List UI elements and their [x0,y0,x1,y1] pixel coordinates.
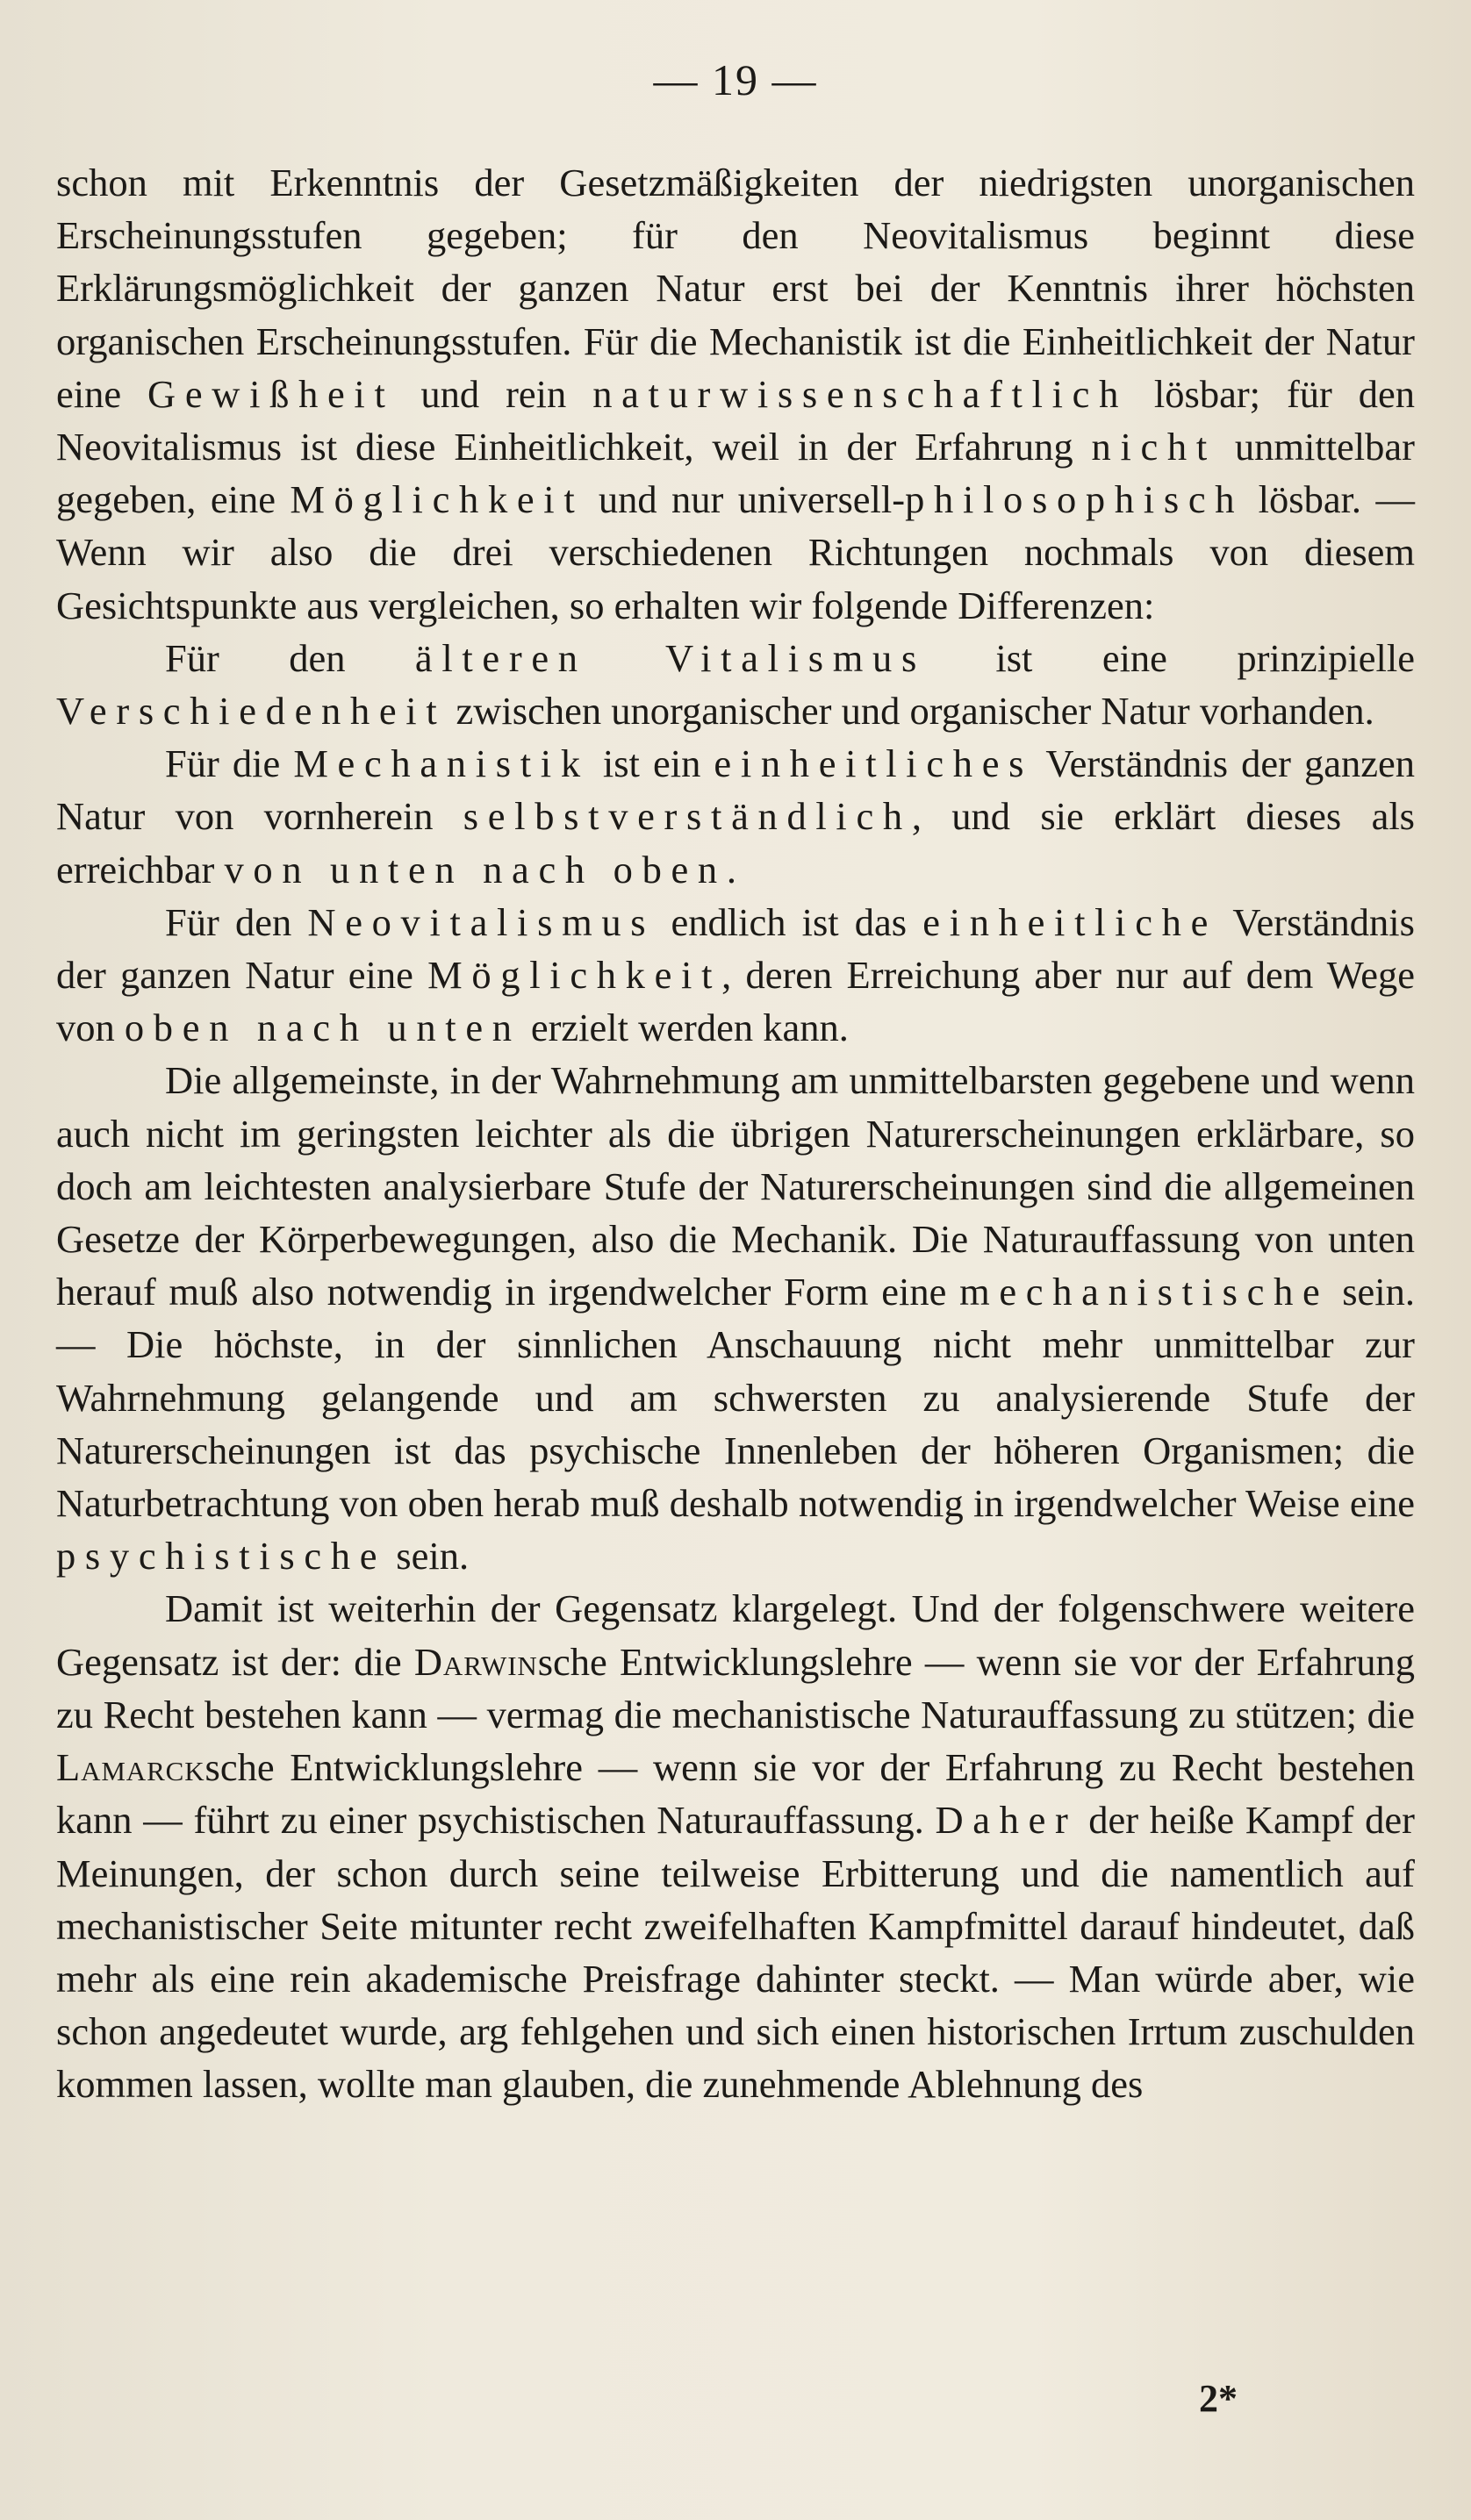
spaced-emphasis: Möglichkeit [427,953,722,998]
text-run: ist ein [589,741,714,786]
spaced-emphasis: Gewißheit [147,371,395,416]
body-text [56,156,1415,2111]
paragraph-p6 [56,1582,1415,2110]
text-run: der heiße Kampf der Meinungen, der schon durch seine teilweise Erbitterung und die namentlich auf mechanistischer Seite mitunter recht zweifelhaften Kampfmittel darauf hindeutet, daß mehr als eine rein akademische Preisfrage dahinter steckt. — Man würde aber, wie schon angedeutet wurde, arg fehlgehen und sich einen historischen Irrtum zuschulden kommen lassen, wollte man glauben, die zunehmende Ablehnung des [56,1798,1415,2107]
paragraph-p4 [56,896,1415,1055]
spaced-emphasis: mechanistische [959,1270,1330,1314]
spaced-emphasis: Mechanistik [293,741,590,786]
text-run: erzielt werden kann. [520,1006,849,1050]
spaced-emphasis: Daher [935,1798,1078,1843]
text-run: sche Entwicklungslehre — wenn sie vor der Erfahrung zu Recht bestehen kann — führt zu einer psychistischen Naturauffassung. [56,1745,1415,1843]
spaced-emphasis: oben nach unten [124,1006,521,1050]
spaced-emphasis: Möglichkeit [290,477,585,522]
spaced-emphasis: Verschiedenheit [56,689,447,734]
spaced-emphasis: älteren Vitalismus [414,635,926,680]
text-run: sein. — Die höchste, in der sinnlichen Anschauung nicht mehr unmittelbar zur Wahrnehmung gelangende und am schwersten zu analysierende Stufe der Naturerscheinungen ist das psychische Innenleben der höheren Organismen; die Naturbetrachtung von oben herab muß deshalb notwendig in irgendwelcher Weise eine [56,1270,1415,1526]
text-run: , und sie erklärt dieses als erreichbar [56,794,1415,891]
text-run: ist eine prinzipielle [925,635,1415,680]
text-run: Für den [165,899,308,944]
spaced-emphasis: philosophisch [905,477,1245,522]
spaced-emphasis: von unten nach oben [224,847,727,891]
text-run: , deren Erreichung aber nur auf dem Wege von [56,953,1415,1050]
signature-mark: 2* [1199,2377,1238,2420]
text-run: Die allgemeinste, in der Wahrnehmung am unmittelbarsten gegebene und wenn auch nicht im geringsten leichter als die übrigen Naturerscheinungen erklärbare, so doch am leichtesten analysierbare Stufe der Naturerscheinungen sind die allgemeinen Gesetze der Körperbewegungen, also die Mechanik. Die Naturauffassung von unten herauf muß also notwendig in irgendwelcher Form eine [56,1058,1415,1314]
page-number: — 19 — [653,55,818,104]
small-caps-name: Lamarck [56,1745,205,1790]
text-run: . [726,847,736,891]
text-run: Verständnis der ganzen Natur von vornherein [56,741,1415,839]
text-run: sein. [386,1534,470,1579]
small-caps-name: Darwin [413,1639,538,1684]
text-run: endlich ist das [655,899,923,944]
text-run: unmittelbar gegeben, eine [56,425,1415,522]
text-run: und rein [394,371,593,416]
paragraph-p3 [56,737,1415,896]
spaced-emphasis: naturwissenschaftlich [592,371,1129,416]
spaced-emphasis: selbstverständlich [463,794,912,839]
text-run: Für die [165,741,294,786]
text-run: lösbar. — Wenn wir also die drei verschiedenen Richtungen nochmals von diesem Gesichtspunkte aus vergleichen, so erhalten wir folgende Differenzen: [56,477,1415,627]
paragraph-p2 [56,632,1415,737]
text-run: und nur universell- [584,477,906,522]
text-run: Damit ist weiterhin der Gegensatz klargelegt. Und der folgenschwere weitere Gegensatz ist der: die [56,1586,1415,1684]
spaced-emphasis: psychistische [56,1534,387,1579]
text-run: Für den [165,635,415,680]
spaced-emphasis: nicht [1091,425,1216,469]
text-run: schon mit Erkenntnis der Gesetzmäßigkeiten der niedrigsten unorganischen Erscheinungsstufen gegeben; für den Neovitalismus beginnt diese Erklärungsmöglichkeit der ganzen Natur erst bei der Kenntnis ihrer höchsten organischen Erscheinungsstufen. Für die Mechanistik ist die Einheitlichkeit der Natur eine [56,161,1415,416]
text-run: zwischen unorganischer und organischer Natur vorhanden. [446,689,1374,734]
paragraph-p5 [56,1054,1415,1582]
text-run: sche Entwicklungslehre — wenn sie vor der Erfahrung zu Recht bestehen kann — vermag die mechanistische Naturauffassung zu stützen; die [56,1639,1415,1736]
text-run: lösbar; für den Neovitalismus ist diese Einheitlichkeit, weil in der Erfahrung [56,371,1415,469]
text-run: Verständnis der ganzen Natur eine [56,899,1415,998]
paragraph-p1 [56,156,1415,632]
spaced-emphasis: einheitliches [714,741,1034,786]
spaced-emphasis: einheitliche [922,899,1217,944]
spaced-emphasis: Neovitalismus [307,899,656,944]
